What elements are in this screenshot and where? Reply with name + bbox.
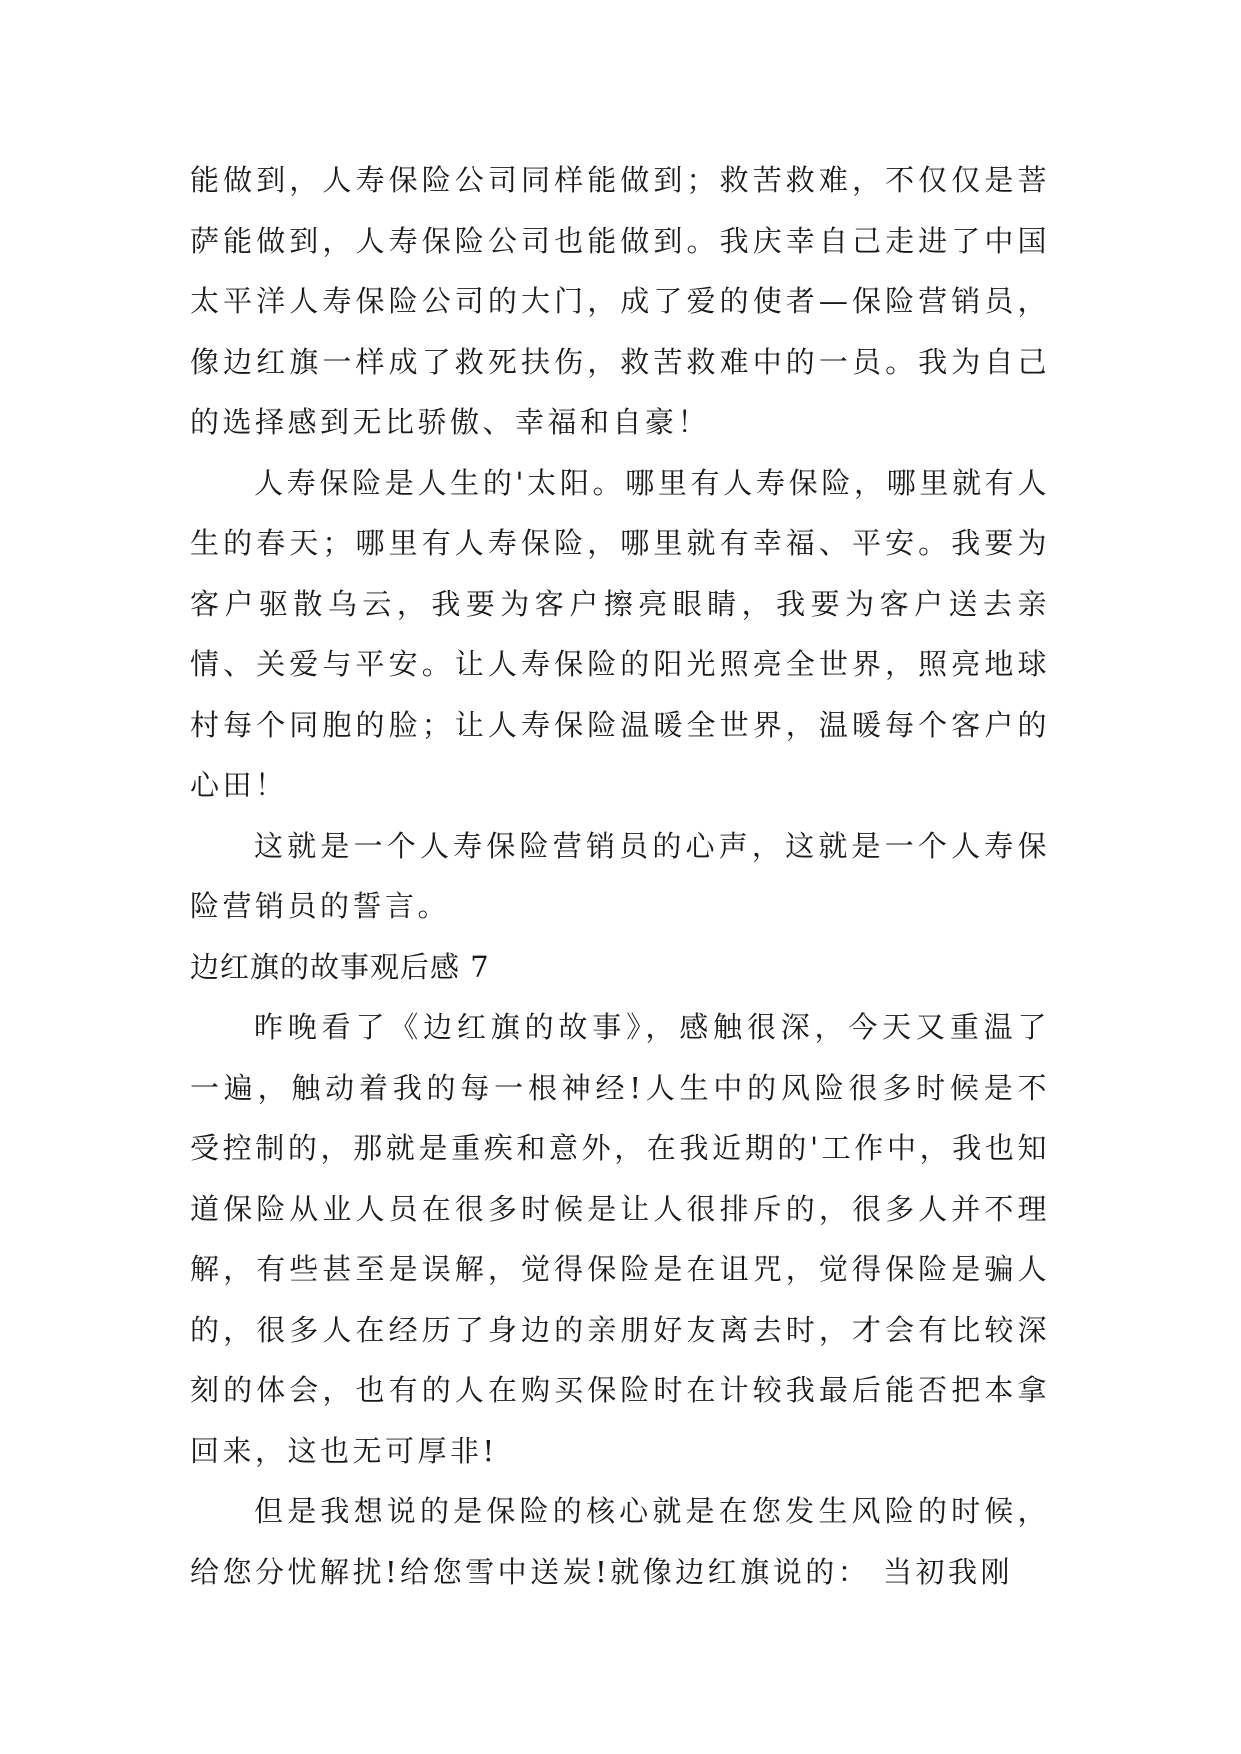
- paragraph-4: 昨晚看了《边红旗的故事》，感触很深，今天又重温了一遍，触动着我的每一根神经!人生中的风险很多时候是不受控制的，那就是重疾和意外，在我近期的'工作中，我也知道保险从业人员在很多时候是让人很排斥的，很多人并不理解，有些甚至是误解，觉得保险是在诅咒，觉得保险是骗人的，很多人在经历了身边的亲朋好友离去时，才会有比较深刻的体会，也有的人在购买保险时在计较我最后能否把本拿回来，这也无可厚非!: [190, 1010, 1050, 1468]
- paragraph-2: 人寿保险是人生的'太阳。哪里有人寿保险，哪里就有人生的春天；哪里有人寿保险，哪里就有幸福、平安。我要为客户驱散乌云，我要为客户擦亮眼睛，我要为客户送去亲情、关爱与平安。让人寿保险的阳光照亮全世界，照亮地球村每个同胞的脸；让人寿保险温暖全世界，温暖每个客户的心田！: [190, 465, 1050, 802]
- document-body: [190, 150, 1050, 1602]
- paragraph-3: 这就是一个人寿保险营销员的心声，这就是一个人寿保险营销员的誓言。: [190, 828, 1050, 923]
- paragraph-1: 能做到，人寿保险公司同样能做到；救苦救难，不仅仅是菩萨能做到，人寿保险公司也能做到。我庆幸自己走进了中国太平洋人寿保险公司的大门，成了爱的使者—保险营销员，像边红旗一样成了救死扶伤，救苦救难中的一员。我为自己的选择感到无比骄傲、幸福和自豪！: [190, 163, 1050, 439]
- section-heading: 边红旗的故事观后感 7: [190, 949, 490, 984]
- paragraph-5: 但是我想说的是保险的核心就是在您发生风险的时候，给您分忧解扰!给您雪中送炭!就像边红旗说的： 当初我刚: [190, 1494, 1050, 1589]
